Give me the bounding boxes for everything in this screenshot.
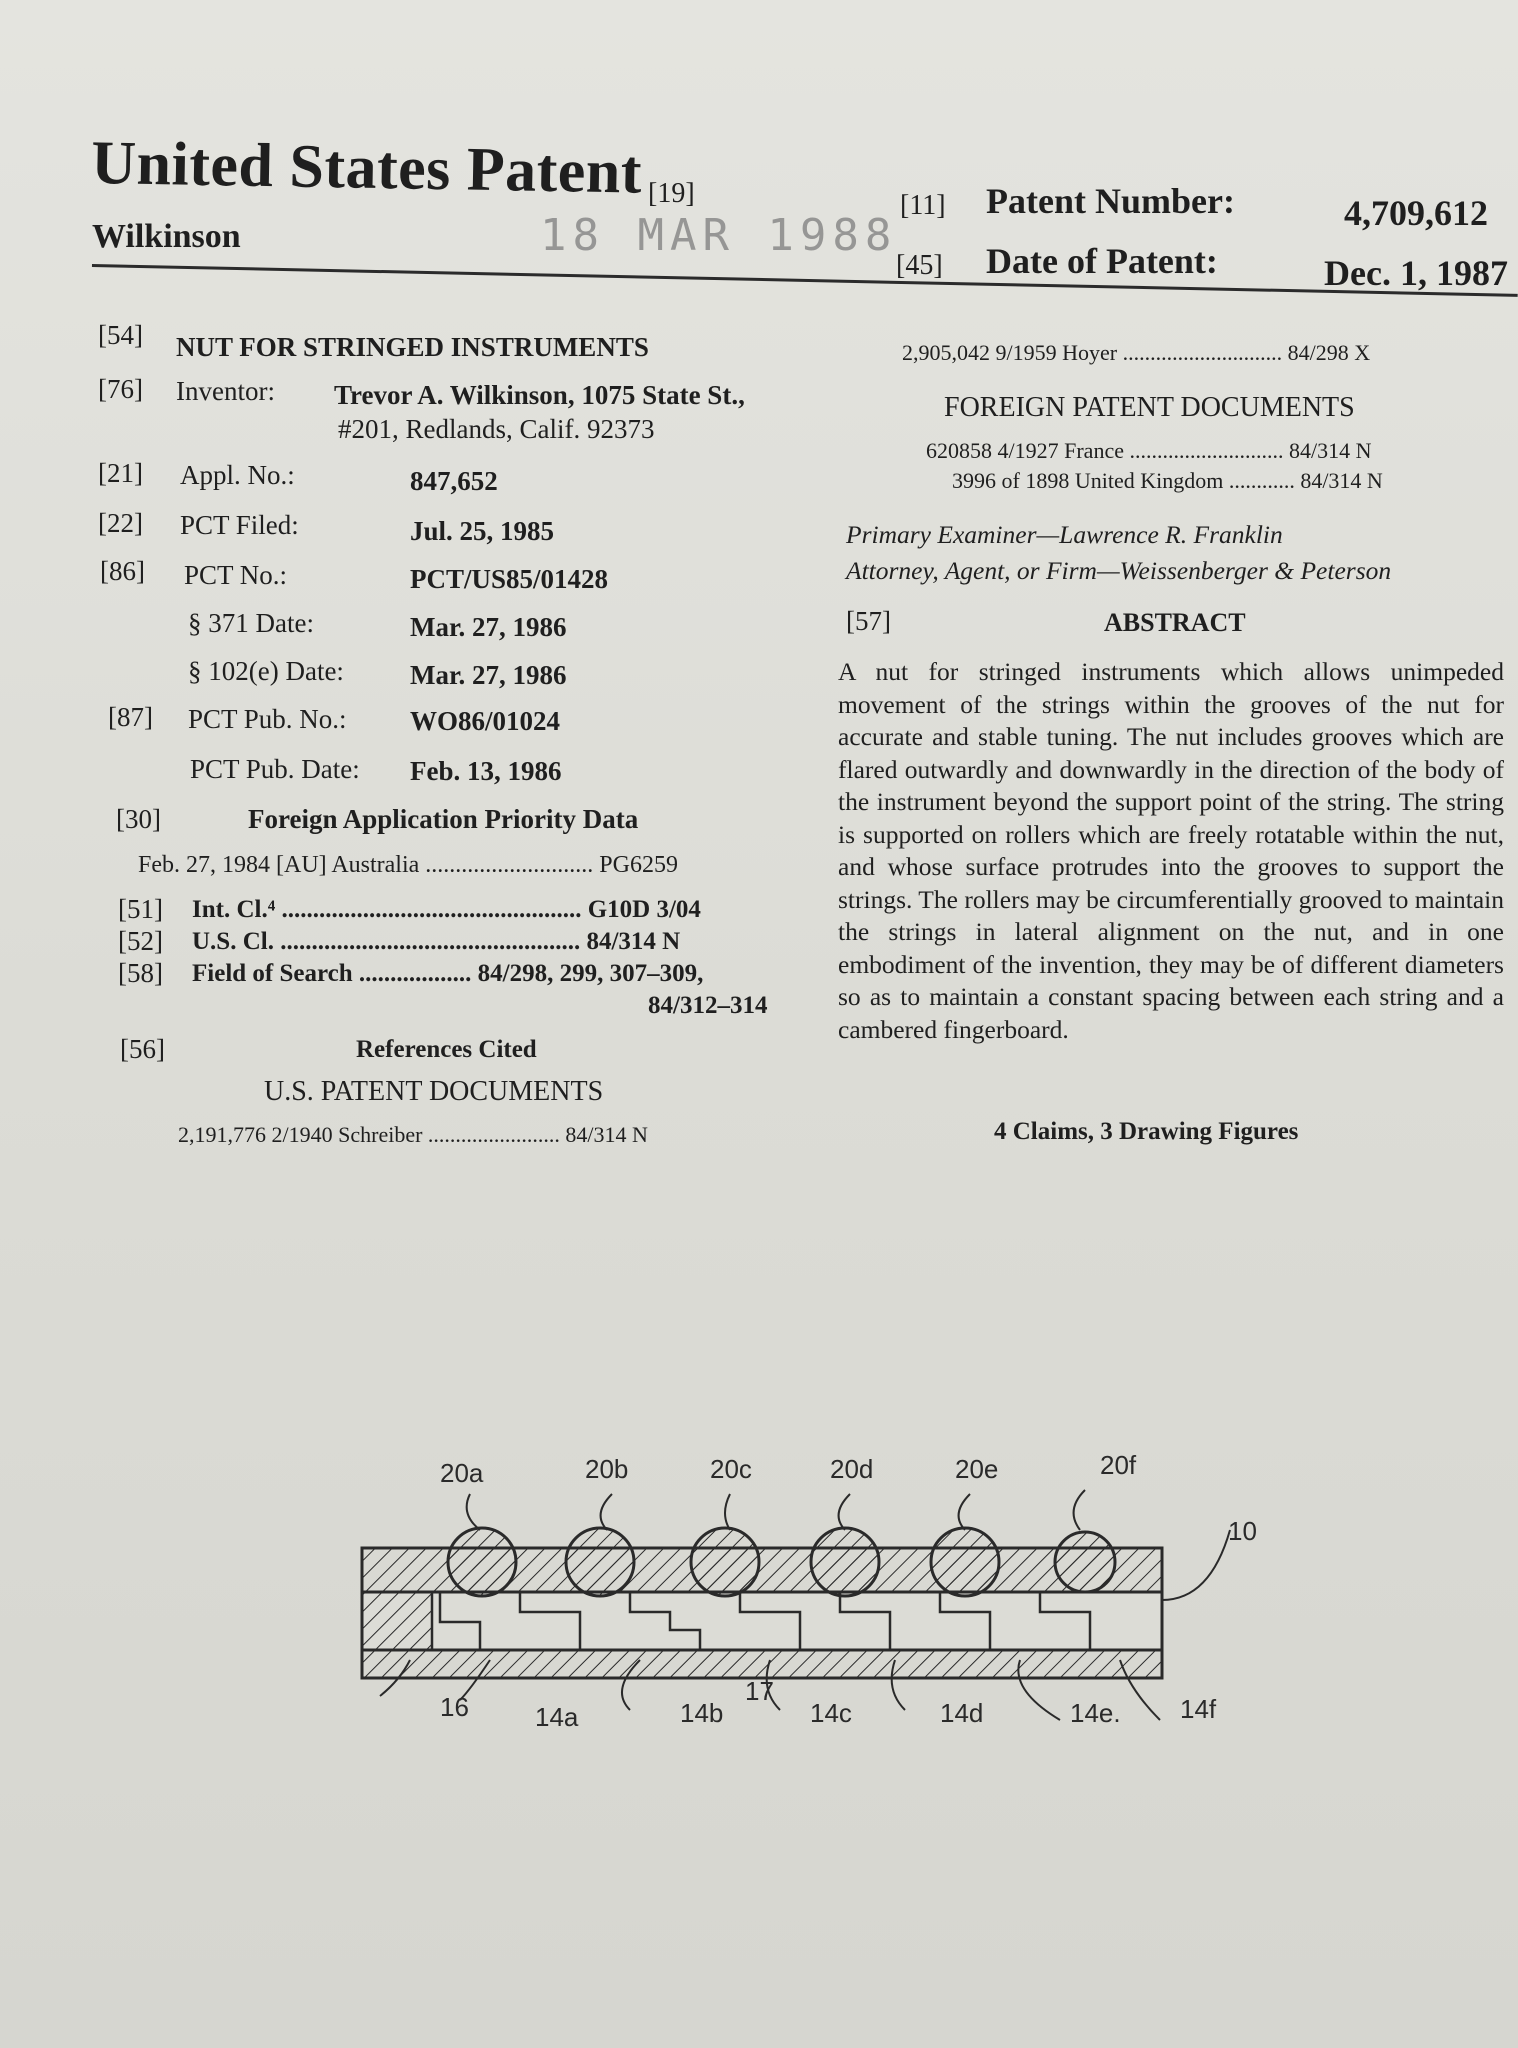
fig-label-14c: 14c [810,1698,852,1728]
pct-filed-label: PCT Filed: [180,510,299,540]
date-stamp: 18 MAR 1988 [540,210,898,261]
date-of-patent: Dec. 1, 1987 [1324,253,1508,293]
us-doc-2: 2,905,042 9/1959 Hoyer ............................. 84/298 X [902,340,1371,365]
appl-code: [21] [98,458,143,488]
claims-count: 4 Claims, 3 Drawing Figures [994,1118,1299,1145]
foreign-heading: Foreign Application Priority Data [248,804,639,834]
inventor-label: Inventor: [176,376,275,406]
fig-label-14b: 14b [680,1698,724,1728]
fig-label-20e: 20e [955,1454,999,1484]
fig-label-14d: 14d [940,1698,984,1728]
refs-code: [56] [120,1034,165,1064]
us-doc-1: 2,191,776 2/1940 Schreiber ........................ 84/314 N [178,1122,648,1147]
header-rule [92,264,1518,297]
inventor-line2: #201, Redlands, Calif. 92373 [338,414,655,444]
pct-no-label: PCT No.: [184,560,288,590]
field-code: [58] [118,958,163,988]
field-line: Field of Search .................. 84/298, 299, 307–309, [192,960,704,987]
abstract-text: A nut for stringed instruments which allows unimpeded movement of the strings within the grooves of the nut for accurate and stable tuning. The nut includes grooves which are flared outwardly and downwardly in the direction of the body of the instrument beyond the support point of the string. The string is supported on rollers which are freely rotatable within the nut, and whose surface protrudes into the grooves to support the strings. The rollers may be circumferentially grooved to maintain the strings in lateral alignment on the nut, and in one embodiment of the invention, they may be of different diameters so as to maintain a constant spacing between each string and a cambered fingerboard. [838,657,1504,1044]
date-of-patent-label: Date of Patent: [986,241,1218,281]
pub-date-value: Feb. 13, 1986 [410,756,562,786]
appl-value: 847,652 [410,466,498,496]
appl-label: Appl. No.: [180,460,295,490]
s371-value: Mar. 27, 1986 [410,612,567,642]
fig-label-16: 16 [440,1692,469,1722]
nut-cross-section-drawing [340,1430,1260,1750]
title-field-code: [54] [98,320,143,350]
patent-number: 4,709,612 [1344,193,1488,233]
foreign-code: [30] [116,804,161,834]
pct-no-value: PCT/US85/01428 [410,564,609,594]
primary-examiner: Primary Examiner—Lawrence R. Franklin [846,520,1283,549]
pct-no-code: [86] [100,556,145,586]
pub-no-value: WO86/01024 [410,706,561,736]
s371-label: § 371 Date: [188,608,314,638]
abstract-heading: ABSTRACT [1104,608,1246,637]
fig-label-14a: 14a [535,1702,579,1732]
drawing-figure [340,1430,1260,1755]
foreign-priority-line: Feb. 27, 1984 [AU] Australia ............................ PG6259 [138,852,678,878]
fig-label-20f: 20f [1100,1450,1137,1480]
fig-label-14f: 14f [1180,1694,1217,1724]
inventor-surname: Wilkinson [92,218,241,255]
foreign-doc-2: 3996 of 1898 United Kingdom ............ 84/314 N [952,468,1383,493]
fig-label-14e: 14e. [1070,1698,1121,1728]
fig-label-20b: 20b [585,1454,629,1484]
fig-label-20c: 20c [710,1454,752,1484]
fig-label-20d: 20d [830,1454,874,1484]
patent-number-label: Patent Number: [986,181,1235,221]
int-cl-code: [51] [118,894,163,924]
s102-value: Mar. 27, 1986 [410,660,567,690]
date-code: [45] [896,250,943,281]
patent-number-code: [11] [900,190,946,221]
us-docs-heading: U.S. PATENT DOCUMENTS [264,1076,604,1107]
pub-no-code: [87] [108,702,153,732]
inventor-code: [76] [98,374,143,404]
int-cl-line: Int. Cl.⁴ ................................................ G10D 3/04 [192,896,701,923]
patent-title: United States Patent [90,128,643,207]
pct-filed-value: Jul. 25, 1985 [410,516,555,546]
pub-date-label: PCT Pub. Date: [190,754,360,784]
s102-label: § 102(e) Date: [188,656,344,686]
us-cl-code: [52] [118,926,163,956]
foreign-docs-heading: FOREIGN PATENT DOCUMENTS [944,392,1355,423]
field-line2: 84/312–314 [648,992,768,1019]
attorney: Attorney, Agent, or Firm—Weissenberger & Peterson [846,556,1392,585]
pct-filed-code: [22] [98,508,143,538]
pub-no-label: PCT Pub. No.: [188,704,347,734]
fig-label-20a: 20a [440,1458,484,1488]
abstract-code: [57] [846,606,891,636]
refs-heading: References Cited [356,1036,537,1063]
inventor-line1: Trevor A. Wilkinson, 1075 State St., [334,380,745,410]
foreign-doc-1: 620858 4/1927 France ............................ 84/314 N [926,438,1372,463]
fig-label-17: 17 [745,1676,774,1706]
fig-label-10: 10 [1228,1516,1257,1546]
us-cl-line: U.S. Cl. ................................................ 84/314 N [192,928,681,955]
invention-title: NUT FOR STRINGED INSTRUMENTS [176,332,649,362]
title-code: [19] [648,178,695,209]
